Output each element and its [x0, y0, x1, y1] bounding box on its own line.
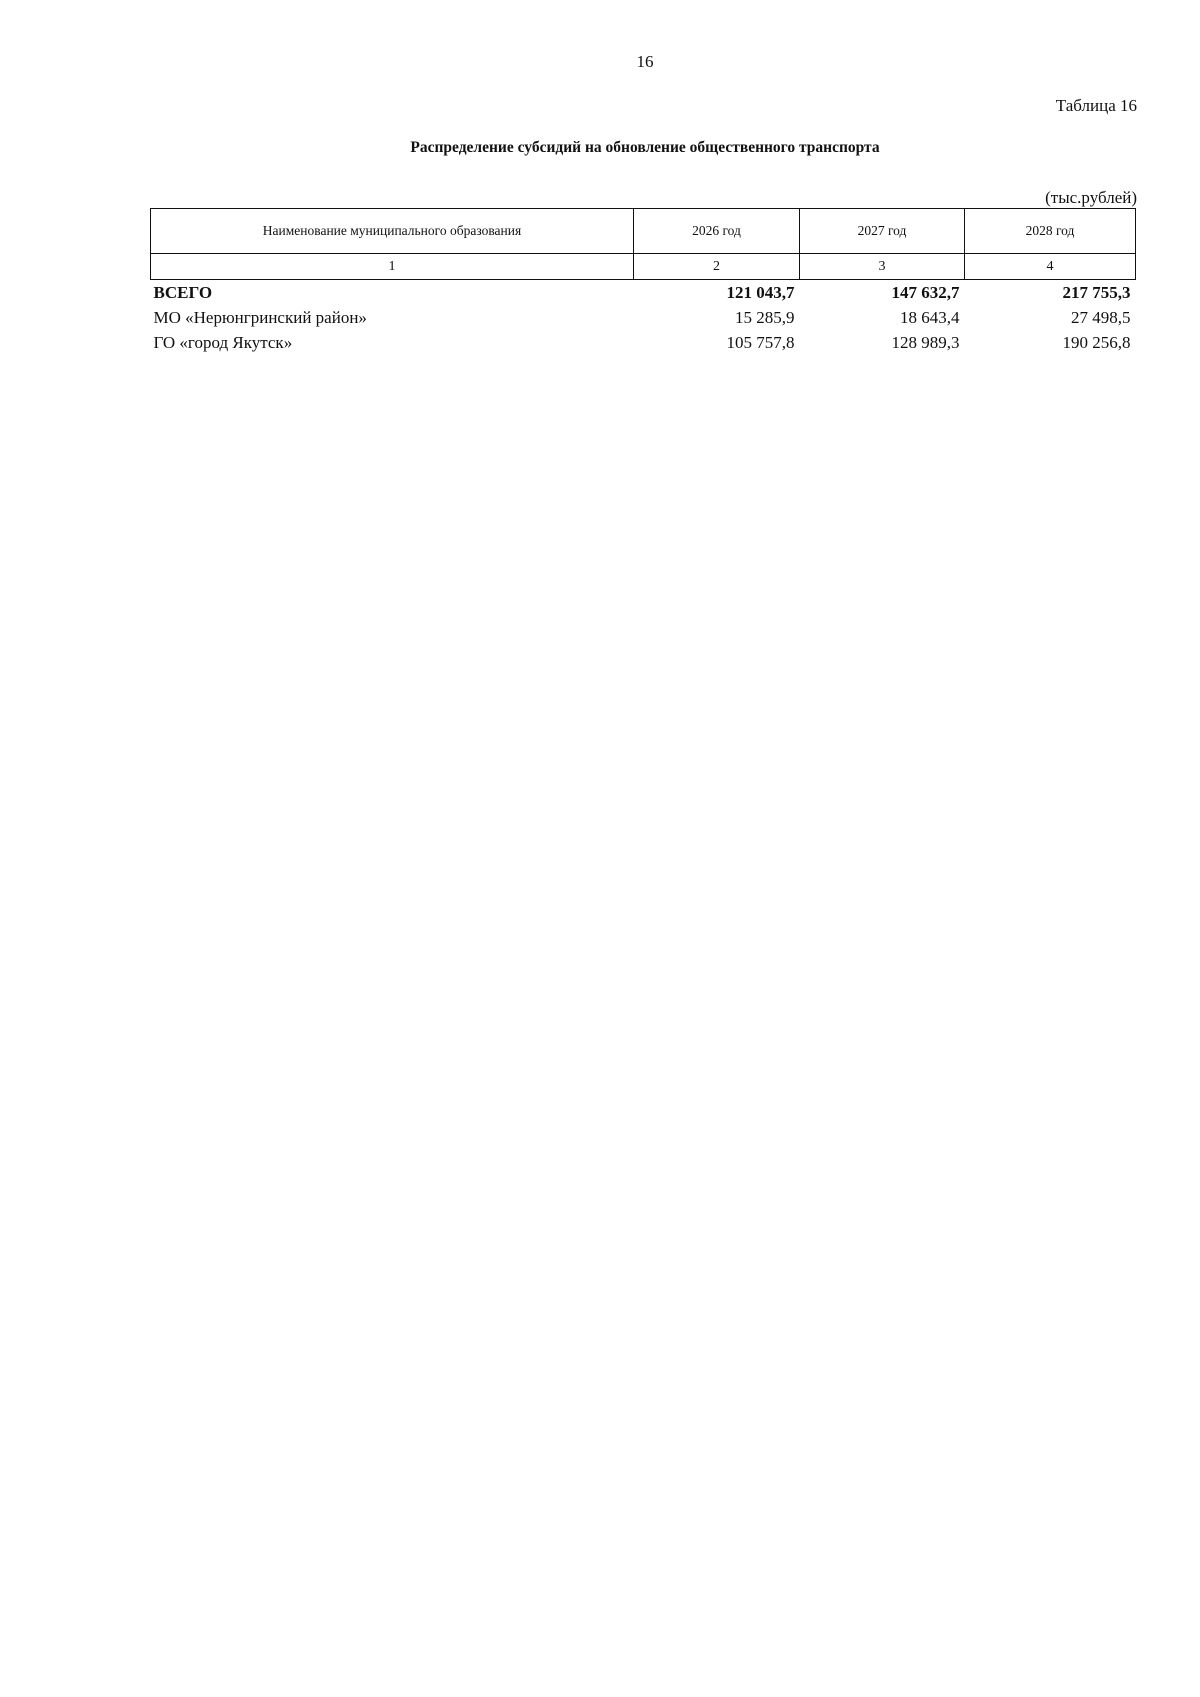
header-year-2027: 2027 год [800, 209, 965, 254]
column-number: 3 [800, 254, 965, 280]
total-2028: 217 755,3 [1062, 283, 1131, 302]
header-year-2026: 2026 год [634, 209, 800, 254]
document-title: Распределение субсидий на обновление общественного транспорта [410, 139, 880, 156]
subsidy-table-container [150, 208, 1135, 355]
column-number: 1 [151, 254, 634, 280]
value-2026: 15 285,9 [735, 308, 795, 327]
table-header-row [151, 209, 1136, 254]
subsidy-table [150, 208, 1136, 355]
total-2027: 147 632,7 [891, 283, 960, 302]
header-year-2028: 2028 год [965, 209, 1136, 254]
table-label: Таблица 16 [1055, 96, 1137, 115]
table-row [151, 330, 1136, 355]
table-row [151, 305, 1136, 330]
column-number-row [151, 254, 1136, 280]
column-number: 4 [965, 254, 1136, 280]
value-2028: 190 256,8 [1062, 333, 1131, 352]
value-2027: 18 643,4 [900, 308, 960, 327]
total-label: ВСЕГО [153, 283, 213, 302]
units-note: (тыс.рублей) [1045, 188, 1137, 207]
page-number: 16 [636, 52, 654, 71]
total-2026: 121 043,7 [726, 283, 795, 302]
header-municipality: Наименование муниципального образования [151, 209, 634, 254]
total-row [151, 280, 1136, 306]
value-2028: 27 498,5 [1071, 308, 1131, 327]
municipality-name: МО «Нерюнгринский район» [153, 308, 367, 327]
municipality-name: ГО «город Якутск» [153, 333, 293, 352]
value-2027: 128 989,3 [891, 333, 960, 352]
value-2026: 105 757,8 [726, 333, 795, 352]
column-number: 2 [634, 254, 800, 280]
